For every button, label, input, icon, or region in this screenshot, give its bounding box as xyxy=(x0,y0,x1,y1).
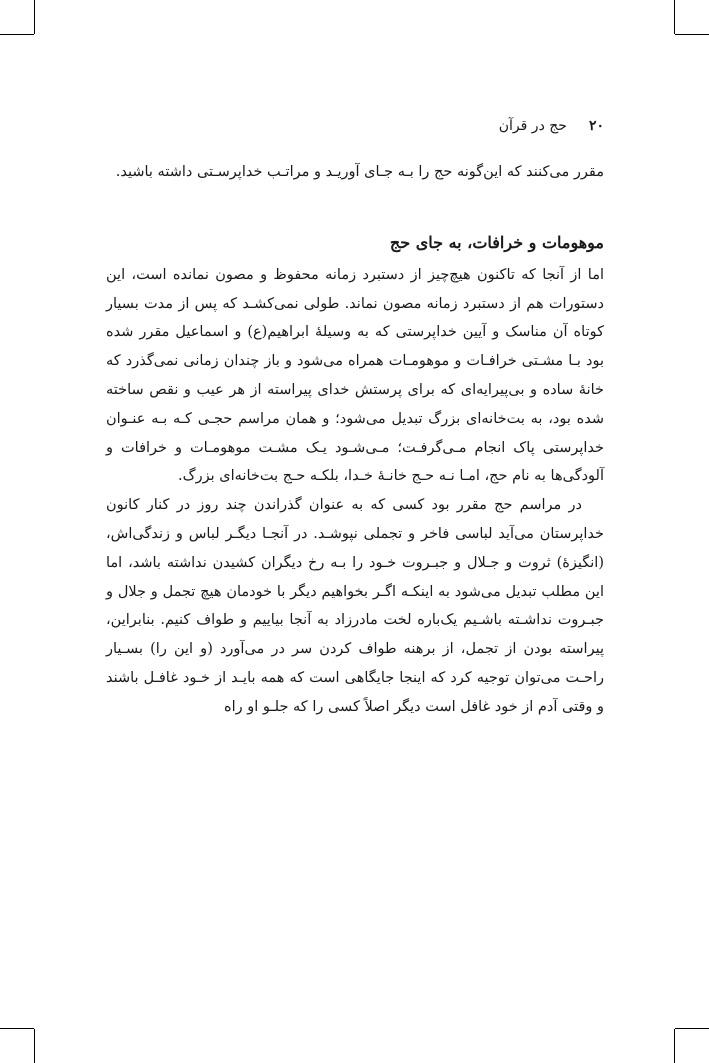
crop-mark-top-left-v xyxy=(34,0,35,34)
crop-mark-top-right-v xyxy=(674,0,675,34)
page-number: ۲۰ xyxy=(588,118,604,134)
crop-mark-bottom-right-v xyxy=(674,1029,675,1063)
body-paragraph-1: اما از آنجا که تاکنون هیچ‌چیز از دستبرد زمانه محفوظ و مصون نمانده است، این دستورات هم از دستبرد زمانه مصون نماند. طولی نمی‌کشـد که پس از مدت بسیار کوتاه آن مناسک و آیین خداپرستی که به وسیلهٔ ابراهیم(ع) و اسماعیل مقرر شده بود بـا مشـتی خرافـات و موهومـات همراه می‌شود و باز چندان زمانی نمی‌گذرد که خانهٔ ساده و بی‌پیرایه‌ای که برای پرستش خدای پیراسته از هر عیب و نقص ساخته شده بود، به بت‌خانه‌ای بزرگ تبدیل می‌شود؛ و همان مراسم حجـی کـه بـه عنـوان خداپرستی پاک انجام مـی‌گرفـت؛ مـی‌شـود یـک مشـت موهومـات و خرافات و آلودگی‌ها به نام حج، امـا نـه حـج خانـهٔ خـدا، بلکـه حـج بت‌خانه‌ای بزرگ. xyxy=(106,266,604,485)
book-title: حج در قرآن xyxy=(498,118,567,134)
crop-mark-top-left-h xyxy=(0,34,34,35)
crop-mark-bottom-right-h xyxy=(675,1028,709,1029)
crop-mark-bottom-left-v xyxy=(34,1029,35,1063)
section-heading: موهومات و خرافات، به جای حج xyxy=(389,232,604,252)
book-page xyxy=(106,110,604,722)
crop-mark-bottom-left-h xyxy=(0,1028,34,1029)
body-paragraph-2: در مراسم حج مقرر بود کسی که به عنوان گذراندن چند روز در کنار کانون خداپرستان می‌آید لباسی فاخر و تجملی نپوشـد. در آنجـا دیگـر لباس و زندگی‌اش، (انگیزهٔ) ثروت و جـلال و جبـروت خـود را بـه رخ دیگران کشیدن نداشته باشد، اما این مطلب تبدیل می‌شود به اینکـه اگـر بخواهیم دیگر با خودمان هیچ تجمل و جلال و جبـروت نداشـته باشـیم یک‌باره لخت مادرزاد به آنجا بیاییم و طواف کنیم. بنابراین، پیراسته بودن از تجمل، از برهنه طواف کردن سر در می‌آورد (و این را) بسـیار راحـت می‌توان توجیه کرد که اینجا جایگاهی است که همه بایـد از خـود غافـل باشند و وقتی آدم از خود غافل است دیگر اصلاً کسی را که جلـو او راه xyxy=(106,497,604,715)
crop-mark-top-right-h xyxy=(675,34,709,35)
intro-paragraph: مقرر می‌کنند که این‌گونه حج را بـه جـای آوریـد و مراتـب خداپرسـتی داشته باشید. xyxy=(115,164,604,180)
running-head xyxy=(106,118,604,134)
